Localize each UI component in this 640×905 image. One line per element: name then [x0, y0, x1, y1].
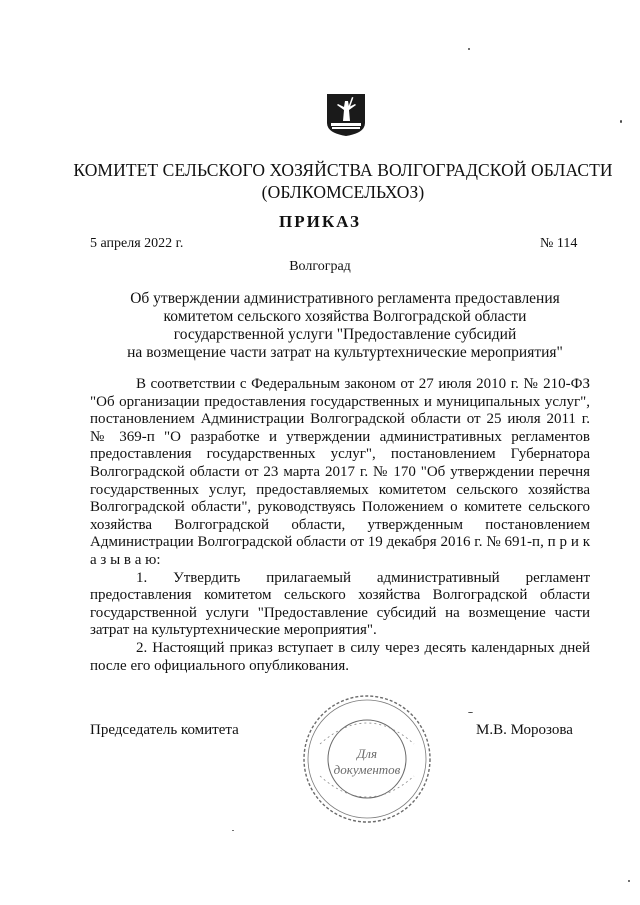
signatory-position: Председатель комитета — [90, 722, 239, 738]
document-type: ПРИКАЗ — [279, 212, 361, 231]
scan-speck — [468, 48, 470, 50]
scan-speck — [628, 880, 630, 882]
organization-name: КОМИТЕТ СЕЛЬСКОГО ХОЗЯЙСТВА ВОЛГОГРАДСКОЙ ОБЛАСТИ — [73, 160, 613, 180]
scan-speck — [232, 830, 234, 831]
scan-speck — [468, 712, 473, 713]
subject-line: комитетом сельского хозяйства Волгоградской области — [163, 308, 527, 325]
volgograd-coat-of-arms-icon — [325, 93, 367, 137]
order-item-1: 1. Утвердить прилагаемый административный регламент предоставления комитетом сельского хозяйства Волгоградской области государственной услуги "Предоставление субсидий на возмещение части затрат на культуртехнические мероприятия". — [90, 569, 590, 639]
document-body — [90, 376, 590, 675]
stamp-inner-line1: Для — [357, 746, 377, 761]
round-seal-icon — [300, 692, 434, 826]
document-city: Волгоград — [289, 259, 351, 274]
document-date: 5 апреля 2022 г. — [90, 236, 184, 251]
order-item-2: 2. Настоящий приказ вступает в силу через десять календарных дней после его официального опубликования. — [90, 639, 590, 674]
scan-speck — [620, 120, 622, 123]
subject-line: на возмещение части затрат на культуртехнические мероприятия" — [127, 344, 563, 361]
subject-line: государственной услуги "Предоставление субсидий — [173, 326, 517, 343]
signatory-name: М.В. Морозова — [476, 722, 573, 738]
document-number: № 114 — [540, 236, 578, 251]
document-subject — [100, 290, 590, 362]
subject-line: Об утверждении административного регламента предоставления — [130, 290, 560, 307]
organization-abbreviation: (ОБЛКОМСЕЛЬХОЗ) — [261, 182, 425, 202]
stamp-inner-line2: документов — [333, 762, 401, 777]
preamble-paragraph: В соответствии с Федеральным законом от 27 июля 2010 г. № 210-ФЗ "Об организации предоставления государственных и муниципальных услуг", постановлением Администрации Волгоградской области от 25 июля 2011 г. № 369-п "О разработке и утверждении административных регламентов предоставления государственных услуг", постановлением Губернатора Волгоградской области от 23 марта 2017 г. № 170 "Об утверждении перечня государственных услуг, предоставляемых комитетом сельского хозяйства Волгоградской области", руководствуясь Положением о комитете сельского хозяйства Волгоградской области, утвержденным постановлением Администрации Волгоградской области от 19 декабря 2016 г. № 691-п, п р и к а з ы в а ю: — [90, 376, 590, 568]
